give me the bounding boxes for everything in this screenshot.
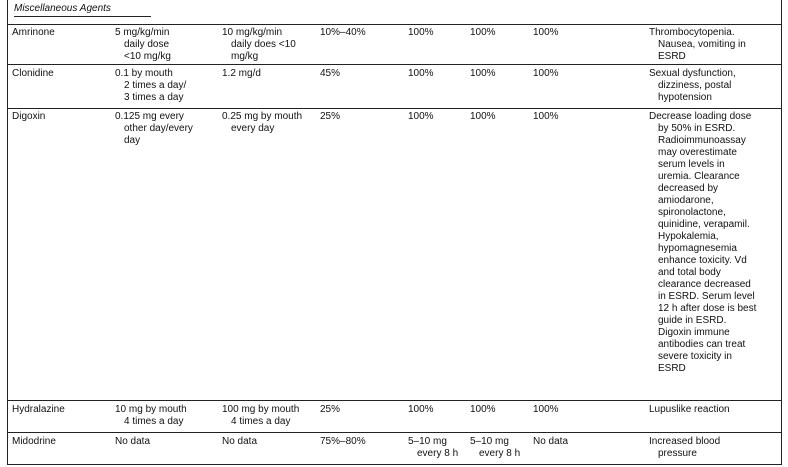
- percent-cell: [320, 436, 366, 448]
- cell-line: 5–10 mg: [470, 436, 509, 447]
- dose-cell-1: [115, 111, 193, 147]
- cell-line: Digoxin immune: [658, 327, 730, 338]
- adjust-cell-1: [408, 68, 434, 80]
- cell-line: may overestimate: [658, 147, 737, 158]
- cell-line: Increased blood: [649, 436, 721, 447]
- cell-line: 2 times a day/: [124, 80, 187, 91]
- cell-line: decreased by: [658, 183, 719, 194]
- cell-line: in ESRD. Serum level: [658, 291, 755, 302]
- cell-line: daily does <10: [231, 39, 296, 50]
- adjust-cell-1: [408, 436, 458, 460]
- cell-line: enhance toxicity. Vd: [658, 255, 747, 266]
- cell-line: hypomagnesemia: [658, 243, 737, 254]
- cell-line: 4 times a day: [124, 416, 184, 427]
- cell-line: every 8 h: [479, 448, 521, 459]
- cell-line: 0.125 mg every: [115, 111, 184, 122]
- dose-cell-2: [222, 111, 302, 135]
- dose-cell-1: [115, 27, 171, 63]
- cell-line: 100%: [470, 68, 496, 79]
- drug-name-cell: Digoxin: [12, 111, 46, 122]
- cell-line: mg/kg: [231, 51, 259, 62]
- cell-line: 5 mg/kg/min: [115, 27, 170, 38]
- dose-cell-1: [115, 436, 150, 448]
- row-divider: [8, 108, 781, 109]
- cell-line: No data: [115, 436, 151, 447]
- cell-line: 10 mg/kg/min: [222, 27, 283, 38]
- cell-line: 100%: [533, 404, 559, 415]
- row-divider: [8, 432, 781, 433]
- cell-line: 0.25 mg by mouth: [222, 111, 303, 122]
- cell-line: daily dose: [124, 39, 170, 50]
- notes-cell: [649, 111, 756, 375]
- dose-cell-2: [222, 436, 257, 448]
- cell-line: 12 h after dose is best: [658, 303, 757, 314]
- drug-name-cell: Amrinone: [12, 27, 55, 38]
- adjust-cell-1: [408, 27, 434, 39]
- cell-line: antibodies can treat: [658, 339, 746, 350]
- cell-line: quinidine, verapamil.: [658, 219, 750, 230]
- cell-line: 100%: [408, 404, 434, 415]
- cell-line: 100%: [408, 111, 434, 122]
- cell-line: hypotension: [658, 92, 712, 103]
- adjust-cell-2: [470, 27, 496, 39]
- percent-cell: [320, 68, 340, 80]
- cell-line: Thrombocytopenia.: [649, 27, 735, 38]
- adjust-cell-3: [533, 404, 559, 416]
- cell-line: ESRD: [658, 363, 686, 374]
- cell-line: other day/every: [124, 123, 193, 134]
- adjust-cell-2: [470, 111, 496, 123]
- dose-cell-2: [222, 68, 261, 80]
- cell-line: 100%: [408, 68, 434, 79]
- percent-cell: [320, 27, 366, 39]
- cell-line: No data: [533, 436, 569, 447]
- drug-name-cell: Hydralazine: [12, 404, 65, 415]
- cell-line: 10%–40%: [320, 27, 366, 38]
- cell-line: 45%: [320, 68, 341, 79]
- cell-line: 75%–80%: [320, 436, 366, 447]
- cell-line: Lupuslike reaction: [649, 404, 730, 415]
- cell-line: serum levels in: [658, 159, 725, 170]
- cell-line: 1.2 mg/d: [222, 68, 261, 79]
- cell-line: No data: [222, 436, 258, 447]
- table-bottom-rule: [8, 464, 781, 465]
- cell-line: 4 times a day: [231, 416, 291, 427]
- cell-line: dizziness, postal: [658, 80, 732, 91]
- adjust-cell-2: [470, 404, 496, 416]
- cell-line: amiodarone,: [658, 195, 714, 206]
- cell-line: 100%: [470, 404, 496, 415]
- drug-name-cell: Midodrine: [12, 436, 56, 447]
- cell-line: guide in ESRD.: [658, 315, 727, 326]
- adjust-cell-3: [533, 111, 559, 123]
- cell-line: 100%: [533, 111, 559, 122]
- cell-line: Nausea, vomiting in: [658, 39, 746, 50]
- cell-line: severe toxicity in: [658, 351, 732, 362]
- section-title: Miscellaneous Agents: [14, 3, 111, 14]
- cell-line: 25%: [320, 404, 341, 415]
- notes-cell: [649, 436, 720, 460]
- cell-line: by 50% in ESRD.: [658, 123, 736, 134]
- cell-line: 100%: [470, 27, 496, 38]
- cell-line: Hypokalemia,: [658, 231, 719, 242]
- row-divider: [8, 64, 781, 65]
- cell-line: uremia. Clearance: [658, 171, 740, 182]
- cell-line: 100%: [470, 111, 496, 122]
- cell-line: ESRD: [658, 51, 686, 62]
- percent-cell: [320, 404, 340, 416]
- cell-line: 3 times a day: [124, 92, 184, 103]
- cell-line: 100 mg by mouth: [222, 404, 300, 415]
- cell-line: every 8 h: [417, 448, 459, 459]
- adjust-cell-3: [533, 68, 559, 80]
- dose-cell-2: [222, 404, 299, 428]
- cell-line: Decrease loading dose: [649, 111, 752, 122]
- adjust-cell-1: [408, 111, 434, 123]
- cell-line: clearance decreased: [658, 279, 751, 290]
- adjust-cell-3: [533, 27, 559, 39]
- adjust-cell-2: [470, 68, 496, 80]
- cell-line: spironolactone,: [658, 207, 726, 218]
- adjust-cell-3: [533, 436, 568, 448]
- cell-line: Radioimmunoassay: [658, 135, 746, 146]
- drug-name-cell: Clonidine: [12, 68, 54, 79]
- section-title-underline: [14, 16, 151, 17]
- cell-line: Sexual dysfunction,: [649, 68, 736, 79]
- cell-line: pressure: [658, 448, 697, 459]
- cell-line: 10 mg by mouth: [115, 404, 187, 415]
- cell-line: every day: [231, 123, 275, 134]
- dose-cell-1: [115, 68, 186, 104]
- notes-cell: [649, 404, 730, 416]
- cell-line: 5–10 mg: [408, 436, 447, 447]
- notes-cell: [649, 68, 736, 104]
- dose-cell-2: [222, 27, 296, 63]
- dose-cell-1: [115, 404, 187, 428]
- cell-line: 100%: [533, 68, 559, 79]
- cell-line: 100%: [408, 27, 434, 38]
- notes-cell: [649, 27, 746, 63]
- cell-line: and total body: [658, 267, 721, 278]
- adjust-cell-1: [408, 404, 434, 416]
- cell-line: 100%: [533, 27, 559, 38]
- row-divider: [8, 400, 781, 401]
- cell-line: <10 mg/kg: [124, 51, 171, 62]
- drug-dosing-table: [7, 0, 782, 465]
- cell-line: day: [124, 135, 141, 146]
- row-divider: [8, 24, 781, 25]
- cell-line: 0.1 by mouth: [115, 68, 173, 79]
- cell-line: 25%: [320, 111, 341, 122]
- adjust-cell-2: [470, 436, 520, 460]
- percent-cell: [320, 111, 340, 123]
